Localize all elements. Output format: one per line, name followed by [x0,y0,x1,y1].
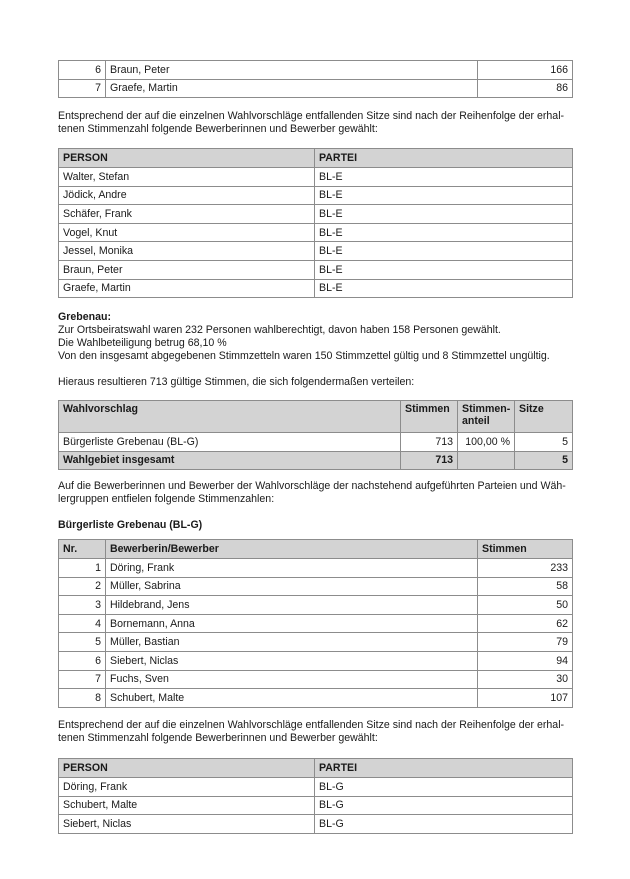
partei: BL-G [315,778,573,797]
table-row [59,242,573,261]
paragraph-line: tenen Stimmenzahl folgende Bewerberinnen und Bewerber gewählt: [58,732,378,744]
candidate-name: Bornemann, Anna [106,614,478,633]
list-heading: Bürgerliste Grebenau (BL-G) [58,519,203,531]
table-header-row [59,149,573,168]
candidate-votes: 79 [478,633,573,652]
header-wahlvorschlag: Wahlvorschlag [59,401,401,433]
candidate-name: Schubert, Malte [106,689,478,708]
table-row [59,168,573,187]
table-row [59,186,573,205]
total-sitze: 5 [515,451,573,470]
section-heading: Grebenau: [58,311,111,323]
paragraph-line: Entsprechend der auf die einzelnen Wahlvorschläge entfallenden Sitze sind nach der Reihenfolge der erhal- [58,110,565,122]
table-header-row [59,540,573,559]
paragraph-line: Entsprechend der auf die einzelnen Wahlvorschläge entfallenden Sitze sind nach der Reihenfolge der erhal- [58,719,565,731]
table-row [59,79,573,98]
candidate-votes: 50 [478,596,573,615]
partei: BL-E [315,186,573,205]
person: Walter, Stefan [59,168,315,187]
header-text: anteil [462,415,490,427]
results-table [58,400,573,470]
candidate-votes: 94 [478,651,573,670]
header-nr: Nr. [59,540,106,559]
person: Schubert, Malte [59,796,315,815]
partei: BL-E [315,168,573,187]
candidates-table-bl-g [58,539,573,708]
person: Jödick, Andre [59,186,315,205]
stimmen: 713 [401,433,458,452]
table-row [59,596,573,615]
header-stimmen: Stimmen [401,401,458,433]
candidate-nr: 5 [59,633,106,652]
table-row [59,796,573,815]
header-person: PERSON [59,759,315,778]
candidate-votes: 62 [478,614,573,633]
header-partei: PARTEI [315,759,573,778]
paragraph-line: tenen Stimmenzahl folgende Bewerberinnen und Bewerber gewählt: [58,123,378,135]
table-row [59,614,573,633]
ballots-text: Von den insgesamt abgegebenen Stimmzetteln waren 150 Stimmzettel gültig und 8 Stimmzettel ungültig. [58,350,550,362]
candidate-nr: 3 [59,596,106,615]
table-row [59,670,573,689]
elected-table-bl-e [58,148,573,298]
partei: BL-E [315,223,573,242]
total-row [59,451,573,470]
partei: BL-E [315,205,573,224]
table-row [59,559,573,578]
table-header-row [59,759,573,778]
table-row [59,689,573,708]
person: Jessel, Monika [59,242,315,261]
partei: BL-E [315,242,573,261]
candidate-name: Hildebrand, Jens [106,596,478,615]
table-row [59,433,573,452]
candidate-nr: 2 [59,577,106,596]
person: Braun, Peter [59,260,315,279]
candidate-nr: 1 [59,559,106,578]
header-partei: PARTEI [315,149,573,168]
person: Graefe, Martin [59,279,315,298]
candidate-nr: 4 [59,614,106,633]
person: Schäfer, Frank [59,205,315,224]
header-name: Bewerberin/Bewerber [106,540,478,559]
candidate-nr: 6 [59,61,106,80]
turnout-text: Die Wahlbeteiligung betrug 68,10 % [58,337,227,349]
header-stimmen: Stimmen [478,540,573,559]
candidate-votes: 86 [478,79,573,98]
total-label: Wahlgebiet insgesamt [59,451,401,470]
table-row [59,815,573,834]
header-sitze: Sitze [515,401,573,433]
candidate-name: Döring, Frank [106,559,478,578]
paragraph-line: lergruppen entfielen folgende Stimmenzahlen: [58,493,275,505]
candidate-name: Fuchs, Sven [106,670,478,689]
header-person: PERSON [59,149,315,168]
partei: BL-G [315,796,573,815]
table-row [59,651,573,670]
person: Döring, Frank [59,778,315,797]
candidate-name: Graefe, Martin [106,79,478,98]
candidate-votes: 166 [478,61,573,80]
previous-candidates-table [58,60,573,98]
partei: BL-E [315,260,573,279]
candidates-intro [58,480,578,532]
candidate-nr: 6 [59,651,106,670]
eligible-voters-text: Zur Ortsbeiratswahl waren 232 Personen wahlberechtigt, davon haben 158 Personen gewählt. [58,324,501,336]
header-text: Stimmen- [462,403,511,415]
candidate-votes: 30 [478,670,573,689]
person: Siebert, Niclas [59,815,315,834]
table-row [59,260,573,279]
wahlvorschlag: Bürgerliste Grebenau (BL-G) [59,433,401,452]
valid-votes-text: Hieraus resultieren 713 gültige Stimmen, die sich folgendermaßen verteilen: [58,376,415,388]
table-header-row [59,401,573,433]
candidate-votes: 58 [478,577,573,596]
elected-intro-1 [58,110,578,136]
elected-intro-2 [58,719,578,745]
table-row [59,279,573,298]
candidate-name: Siebert, Niclas [106,651,478,670]
total-anteil [458,451,515,470]
table-row [59,778,573,797]
partei: BL-E [315,279,573,298]
candidate-votes: 107 [478,689,573,708]
candidate-nr: 7 [59,79,106,98]
table-row [59,577,573,596]
candidate-votes: 233 [478,559,573,578]
candidate-name: Müller, Bastian [106,633,478,652]
table-row [59,205,573,224]
candidate-name: Braun, Peter [106,61,478,80]
total-stimmen: 713 [401,451,458,470]
table-row [59,223,573,242]
sitze: 5 [515,433,573,452]
table-row [59,61,573,80]
person: Vogel, Knut [59,223,315,242]
candidate-nr: 8 [59,689,106,708]
stimmenanteil: 100,00 % [458,433,515,452]
candidate-name: Müller, Sabrina [106,577,478,596]
header-stimmenanteil [458,401,515,433]
partei: BL-G [315,815,573,834]
candidate-nr: 7 [59,670,106,689]
elected-table-bl-g [58,758,573,834]
grebenau-summary [58,311,578,389]
table-row [59,633,573,652]
paragraph-line: Auf die Bewerberinnen und Bewerber der Wahlvorschläge der nachstehend aufgeführten Parteien und Wäh- [58,480,566,492]
